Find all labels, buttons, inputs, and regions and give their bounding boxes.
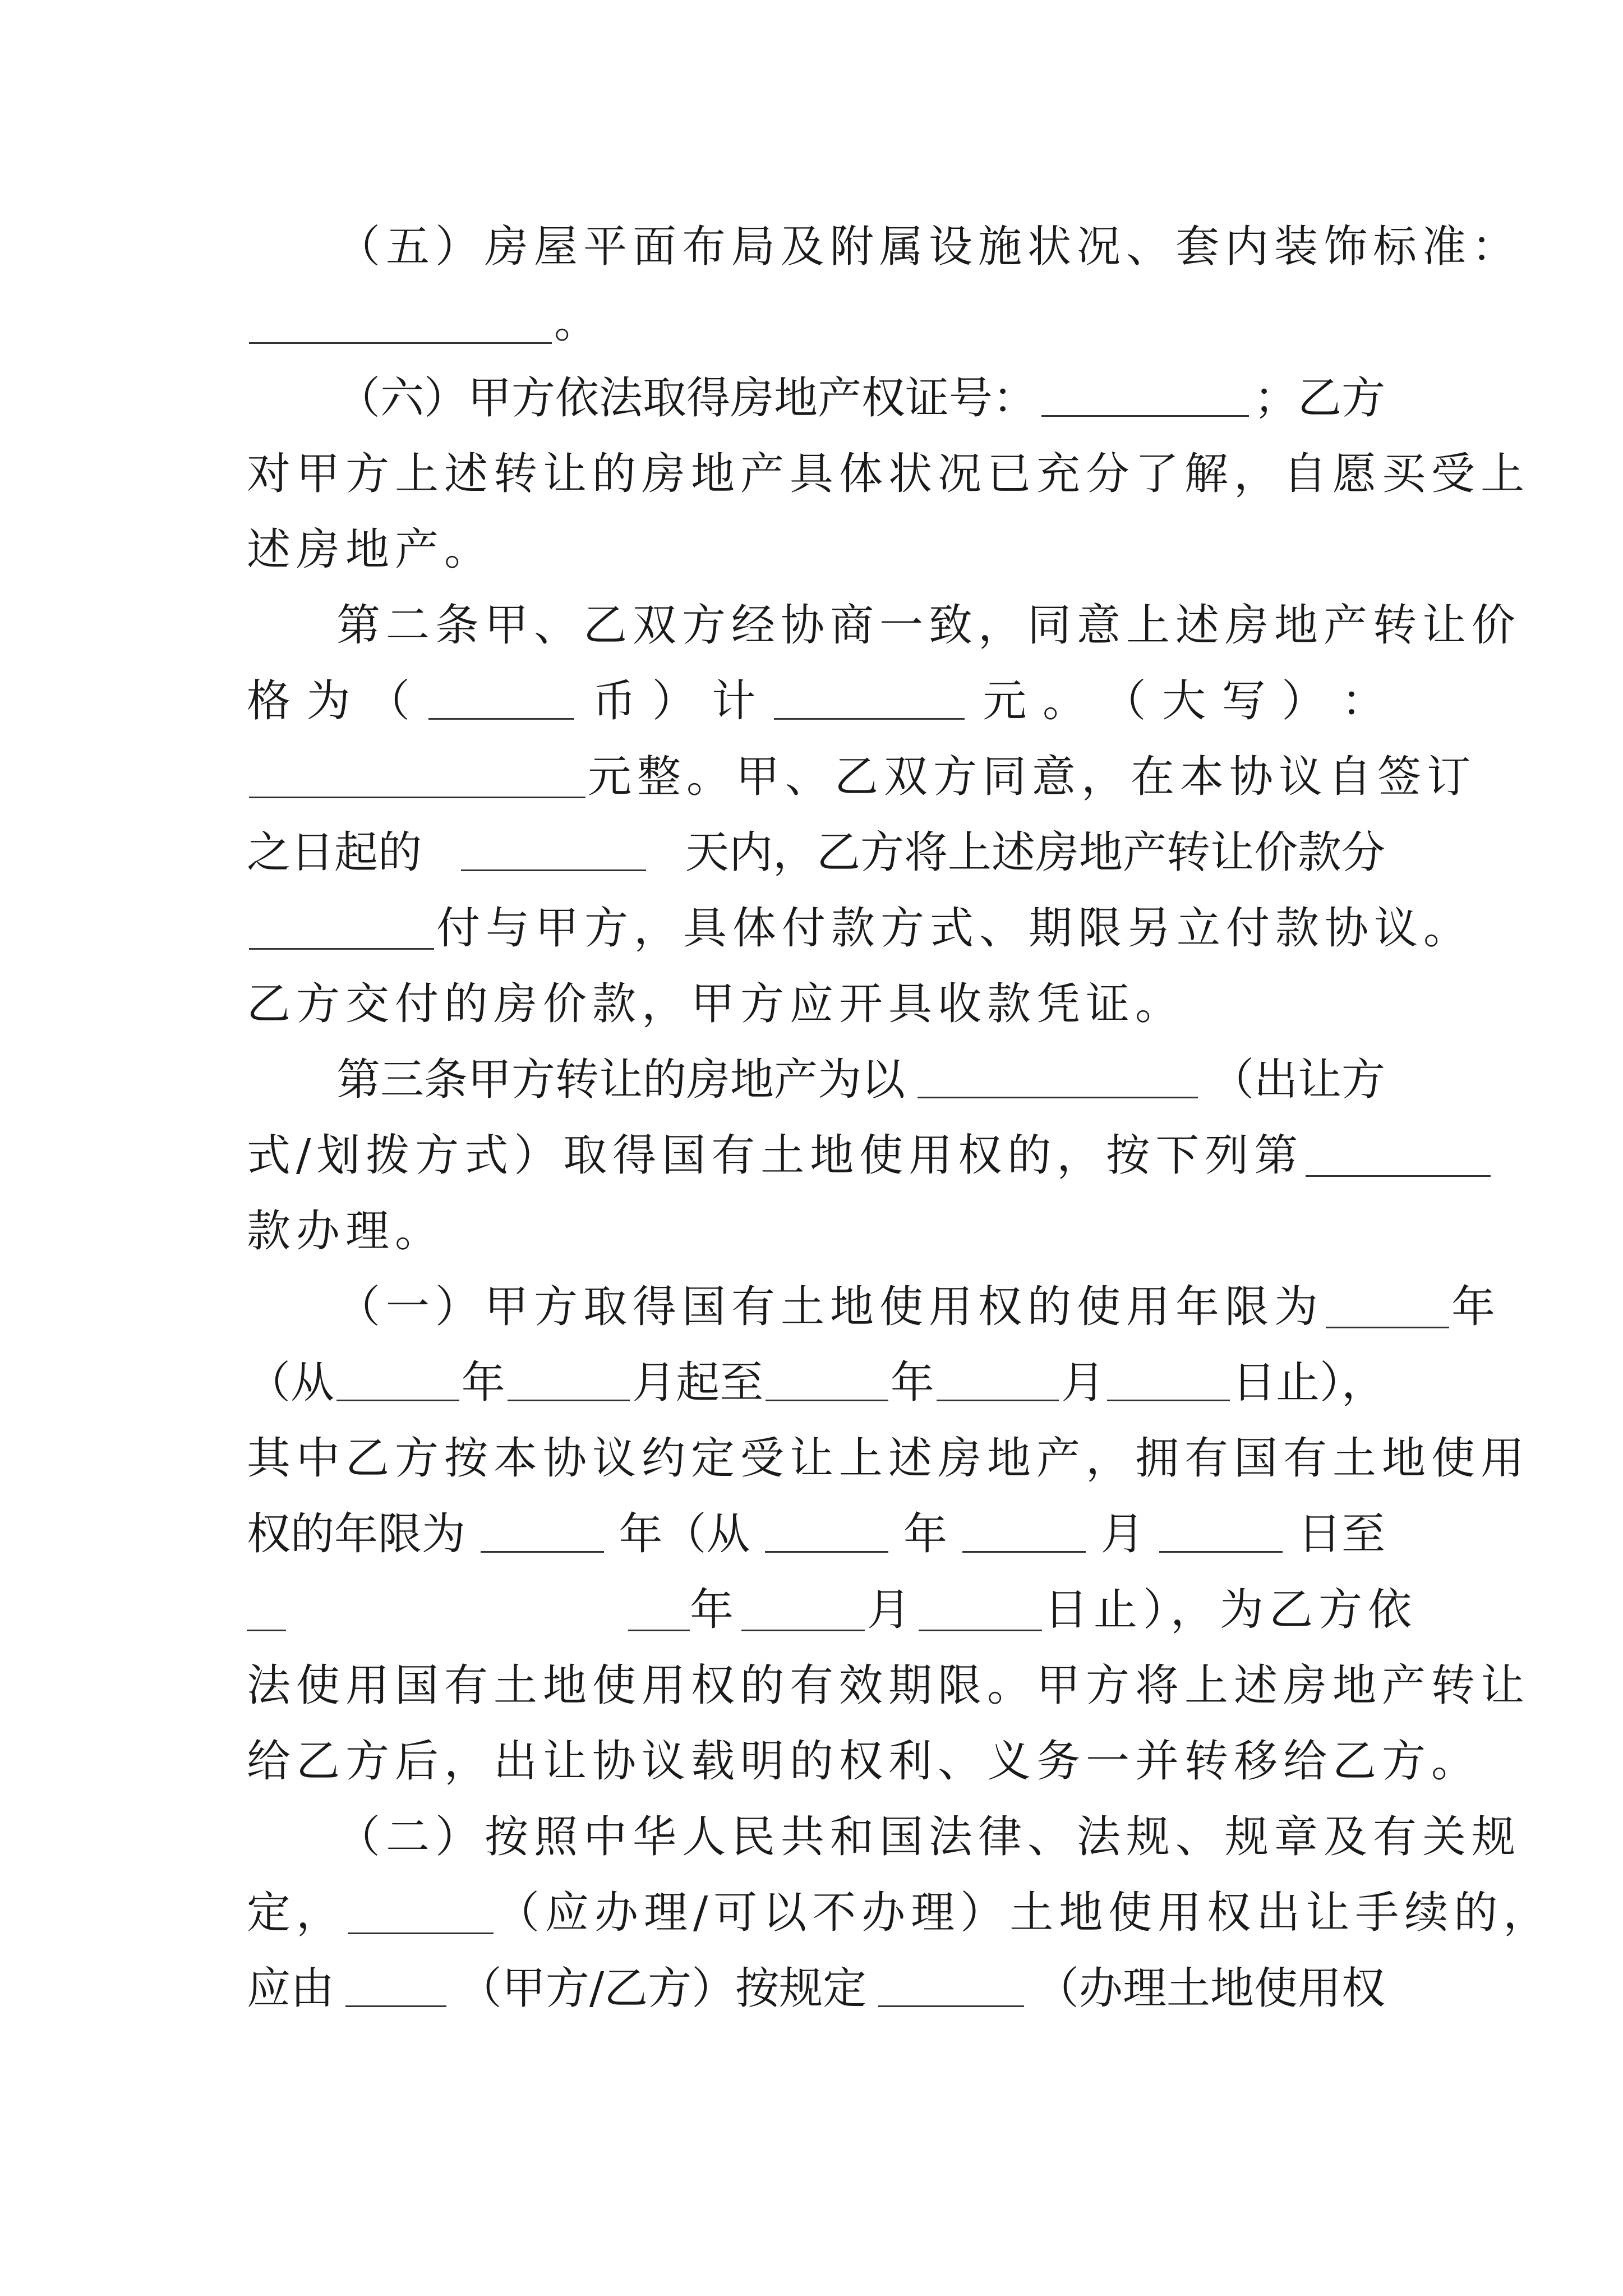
text: ）	[1281, 676, 1326, 726]
month-blank[interactable]	[937, 1365, 1059, 1401]
text: 式/划拨方式）取得国有土地使用权的，按下列第	[247, 1130, 1304, 1181]
procedure-blank[interactable]	[348, 1898, 494, 1934]
text: 日止），为乙方依	[1044, 1585, 1418, 1635]
text: 币	[592, 676, 637, 726]
text: 应由	[247, 1963, 335, 2014]
text: 月	[1061, 1358, 1105, 1408]
month-blank[interactable]	[962, 1516, 1086, 1553]
text: 年	[890, 1358, 934, 1408]
amount-blank[interactable]	[774, 683, 965, 720]
text: ：	[1341, 676, 1385, 726]
text-line	[247, 1125, 1385, 1186]
day-blank[interactable]	[919, 1595, 1042, 1631]
date-range-line	[247, 1503, 1385, 1565]
date-range-line	[247, 1352, 1385, 1414]
days-blank[interactable]	[461, 835, 646, 871]
text: 月	[1100, 1509, 1145, 1559]
text: 年	[903, 1509, 947, 1559]
text: 给乙方后，出让协议载明的权利、义务一并转移给乙方。	[247, 1736, 1481, 1787]
text: 写	[1221, 676, 1266, 726]
text: 年	[690, 1585, 740, 1635]
fill-blank[interactable]	[249, 307, 552, 344]
article-2	[336, 595, 1521, 656]
text: 大	[1162, 676, 1206, 726]
text: 款办理。	[247, 1206, 445, 1257]
day-blank[interactable]	[1159, 1516, 1283, 1553]
years-blank[interactable]	[1326, 1292, 1449, 1328]
text-line	[247, 1731, 1481, 1792]
text: 对甲方上述转让的房地产具体状况已充分了解，自愿买受上	[247, 449, 1530, 499]
item-2	[336, 1806, 1521, 1868]
text: 月起至	[632, 1358, 764, 1408]
text: 之日起的	[247, 827, 422, 878]
year-blank[interactable]	[765, 1516, 888, 1553]
text: 定，	[247, 1888, 346, 1938]
text: 天内，乙方将上述房地产转让价款分	[685, 827, 1385, 878]
text: （出让方	[1210, 1055, 1385, 1105]
text: （甲方/乙方）按规定	[458, 1963, 867, 2014]
year-blank[interactable]	[766, 1365, 888, 1401]
text-line	[247, 1882, 1553, 1944]
text: （	[1102, 676, 1146, 726]
text: 权的年限为	[247, 1509, 466, 1559]
text-line	[247, 1958, 1385, 2019]
text: 乙方交付的房价款，甲方应开具收款凭证。	[247, 979, 1185, 1029]
text: （六）甲方依法取得房地产权证号：	[336, 373, 1037, 424]
text: 为	[306, 676, 351, 726]
date-range-line	[247, 1579, 1418, 1641]
text: 年（从	[619, 1509, 750, 1559]
month-blank[interactable]	[741, 1595, 865, 1631]
text: 述房地产。	[247, 524, 494, 575]
text: 法使用国有土地使用权的有效期限。甲方将上述房地产转让	[247, 1660, 1530, 1711]
text: 日止），	[1232, 1358, 1385, 1408]
years-blank[interactable]	[481, 1516, 604, 1553]
month-blank[interactable]	[508, 1365, 630, 1401]
action-blank[interactable]	[878, 1971, 1024, 2007]
price-line	[247, 670, 1385, 732]
text: 第三条甲方转让的房地产为以	[336, 1055, 906, 1105]
text-line	[247, 1428, 1530, 1489]
text: ）	[652, 676, 696, 726]
article-3	[336, 1049, 1385, 1111]
text-line	[247, 1655, 1530, 1717]
text: （五）房屋平面布局及附属设施状况、套内装饰标准：	[336, 222, 1521, 272]
certificate-number-blank[interactable]	[1041, 380, 1249, 417]
text: 元整。甲、乙双方同意，在本协议自签订	[588, 752, 1477, 802]
text: （一）甲方取得国有土地使用权的使用年限为	[336, 1282, 1324, 1332]
text-line	[247, 898, 1473, 959]
text: ；乙方	[1253, 373, 1385, 424]
year-blank[interactable]	[336, 1365, 459, 1401]
text: 格	[247, 676, 291, 726]
text: 。	[554, 297, 604, 348]
text-line	[247, 973, 1385, 1035]
text-line	[247, 822, 1385, 884]
text: （从	[247, 1358, 335, 1408]
year-blank-start[interactable]	[247, 1595, 286, 1631]
clause-5	[336, 216, 1521, 278]
text: （应办理/可以不办理）土地使用权出让手续的，	[496, 1888, 1553, 1938]
text: 日至	[1297, 1509, 1385, 1559]
installment-blank[interactable]	[249, 913, 434, 950]
text: （	[366, 676, 411, 726]
clause-5-blank-line	[247, 292, 1385, 353]
text-line	[247, 746, 1477, 808]
text: 其中乙方按本协议约定受让上述房地产，拥有国有土地使用	[247, 1433, 1530, 1484]
transfer-method-blank[interactable]	[917, 1062, 1198, 1098]
text: 。	[1043, 676, 1087, 726]
day-blank[interactable]	[1107, 1365, 1230, 1401]
text: （办理土地使用权	[1035, 1963, 1385, 2014]
text: 计	[712, 676, 756, 726]
party-blank[interactable]	[345, 1971, 446, 2007]
text: 年	[461, 1358, 505, 1408]
currency-blank[interactable]	[428, 683, 574, 720]
item-1	[336, 1276, 1501, 1338]
text: 第二条甲、乙双方经协商一致，同意上述房地产转让价	[336, 600, 1521, 651]
text-line	[247, 519, 1385, 581]
text: （二）按照中华人民共和国法律、法规、规章及有关规	[336, 1812, 1521, 1862]
text-line	[247, 1200, 1385, 1262]
amount-uppercase-blank[interactable]	[249, 762, 585, 798]
text: 元	[983, 676, 1027, 726]
text: 月	[867, 1585, 917, 1635]
text: 付与甲方，具体付款方式、期限另立付款协议。	[436, 903, 1473, 954]
clause-6	[336, 367, 1385, 429]
item-number-blank[interactable]	[1306, 1140, 1491, 1177]
year-blank-end[interactable]	[628, 1595, 690, 1631]
text: 年	[1451, 1282, 1501, 1332]
text-line	[247, 443, 1530, 505]
